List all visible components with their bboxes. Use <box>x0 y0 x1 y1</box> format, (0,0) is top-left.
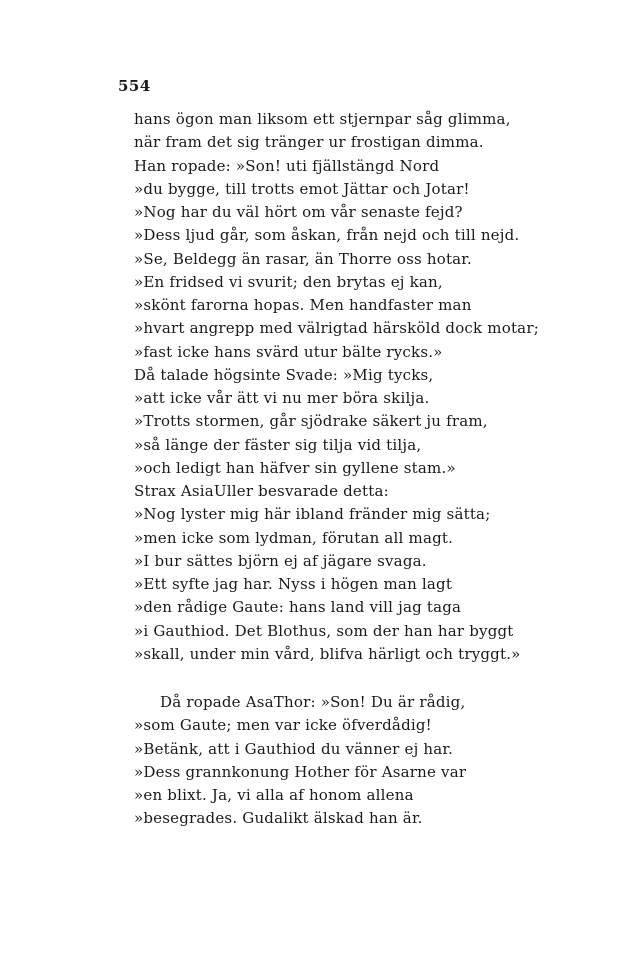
poem-line: »Se, Beldegg än rasar, än Thorre oss hotar. <box>134 249 472 268</box>
poem-line: »så länge der fäster sig tilja vid tilja, <box>134 435 422 454</box>
poem-line: »Dess ljud går, som åskan, från nejd och till nejd. <box>134 226 520 245</box>
page-number: 554 <box>118 77 151 95</box>
poem-line: »i Gauthiod. Det Blothus, som der han har byggt <box>134 621 514 640</box>
poem-line: Han ropade: »Son! uti fjällstängd Nord <box>134 156 440 175</box>
poem-line: »En fridsed vi svurit; den brytas ej kan, <box>134 272 443 291</box>
poem-line: »Nog lyster mig här ibland fränder mig sätta; <box>134 505 491 524</box>
poem-line: Då ropade AsaThor: »Son! Du är rådig, <box>160 693 466 711</box>
poem-stanza-2 <box>134 691 554 831</box>
poem-line: när fram det sig tränger ur frostigan dimma. <box>134 133 484 152</box>
poem-line: »den rådige Gaute: hans land vill jag taga <box>134 598 462 617</box>
poem-line: »Trotts stormen, går sjödrake säkert ju fram, <box>134 412 488 431</box>
poem-line: »du bygge, till trotts emot Jättar och Jotar! <box>134 179 470 198</box>
poem-line: Strax AsiaUller besvarade detta: <box>134 482 389 500</box>
poem-line: »fast icke hans svärd utur bälte rycks.» <box>134 342 443 361</box>
poem-line: »hvart angrepp med välrigtad härsköld dock motar; <box>134 319 539 338</box>
poem-line: »I bur sättes björn ej af jägare svaga. <box>134 551 427 570</box>
poem-line: hans ögon man liksom ett stjernpar såg glimma, <box>134 110 511 128</box>
poem-stanza-1 <box>134 108 554 666</box>
poem-line: »Betänk, att i Gauthiod du vänner ej har. <box>134 739 454 758</box>
poem-line: »Ett syfte jag har. Nyss i högen man lagt <box>134 575 453 593</box>
poem-line: »men icke som lydman, förutan all magt. <box>134 528 454 547</box>
poem-line: »och ledigt han häfver sin gyllene stam.» <box>134 458 456 477</box>
poem-line: »Dess grannkonung Hother för Asarne var <box>134 762 467 781</box>
poem-line: Då talade högsinte Svade: »Mig tycks, <box>134 365 434 384</box>
poem-line: »skall, under min vård, blifva härligt och tryggt.» <box>134 644 521 663</box>
poem-line: »att icke vår ätt vi nu mer böra skilja. <box>134 389 430 407</box>
poem-line: »besegrades. Gudalikt älskad han är. <box>134 809 423 828</box>
poem-line: »skönt farorna hopas. Men handfaster man <box>134 296 472 314</box>
poem-line: »en blixt. Ja, vi alla af honom allena <box>134 786 414 804</box>
poem-line: »Nog har du väl hört om vår senaste fejd? <box>134 203 463 221</box>
poem-line: »som Gaute; men var icke öfverdådig! <box>134 716 432 735</box>
